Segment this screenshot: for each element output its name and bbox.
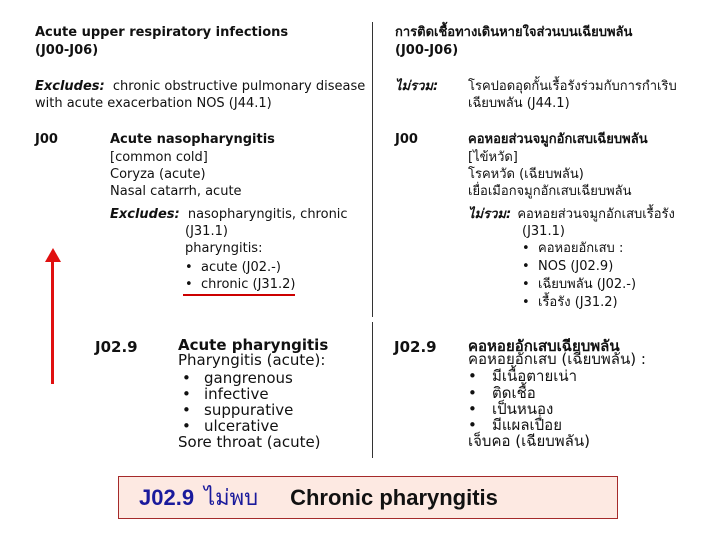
banner-not-found: ไม่พบ bbox=[204, 486, 259, 511]
th-j029-bullet: • มีแผลเปื่อย bbox=[468, 416, 562, 434]
th-excludes-label: ไม่รวม: bbox=[395, 79, 439, 94]
th-j00-excludes bbox=[468, 206, 675, 224]
banner-diagnosis: Chronic pharyngitis bbox=[290, 484, 498, 510]
column-divider bbox=[372, 22, 373, 317]
column-divider bbox=[372, 322, 373, 458]
arrow-shaft bbox=[51, 260, 54, 384]
th-section-range: (J00-J06) bbox=[395, 43, 459, 58]
th-bullet-item: • NOS (J02.9) bbox=[522, 259, 614, 274]
th-j029-title: คอหอยอักเสบเฉียบพลัน bbox=[468, 337, 620, 355]
th-j00-line: โรคหวัด (เฉียบพลัน) bbox=[468, 167, 584, 182]
th-j029-bullet-text: ติดเชื้อ bbox=[492, 384, 536, 402]
th-j00-excludes-label: ไม่รวม: bbox=[468, 207, 512, 222]
en-j029-last: Sore throat (acute) bbox=[178, 433, 321, 451]
th-bullet-item: • คอหอยอักเสบ : bbox=[522, 241, 624, 256]
en-j00-line: Coryza (acute) bbox=[110, 167, 206, 182]
en-excludes-text2: with acute exacerbation NOS (J44.1) bbox=[35, 96, 272, 111]
en-j00-title: Acute nasopharyngitis bbox=[110, 132, 275, 147]
en-j029-bullet: • infective bbox=[182, 385, 269, 403]
banner-code: J02.9 bbox=[139, 484, 195, 510]
en-j029-bullet: • ulcerative bbox=[182, 417, 279, 435]
en-j00-line: [common cold] bbox=[110, 150, 208, 165]
en-excludes-line1 bbox=[35, 78, 365, 96]
en-bullet-text: chronic (J31.2) bbox=[201, 277, 296, 292]
en-j029-bullet-text: ulcerative bbox=[204, 417, 279, 435]
en-j029-title: Acute pharyngitis bbox=[178, 336, 329, 354]
en-j00-excludes-line: (J31.1) bbox=[185, 224, 228, 239]
en-section-heading: Acute upper respiratory infections bbox=[35, 25, 289, 40]
en-j029-bullet: • gangrenous bbox=[182, 369, 293, 387]
th-code-j029: J02.9 bbox=[394, 338, 437, 356]
th-j029-last: เจ็บคอ (เฉียบพลัน) bbox=[468, 432, 590, 450]
th-excludes-text2: เฉียบพลัน (J44.1) bbox=[468, 96, 570, 111]
en-j00-excludes-line: pharyngitis: bbox=[185, 241, 263, 256]
en-section-range: (J00-J06) bbox=[35, 43, 99, 58]
red-underline bbox=[183, 294, 295, 296]
en-j029-bullet: • suppurative bbox=[182, 401, 294, 419]
th-excludes-text1: โรคปอดอุดกั้นเรื้อรังร่วมกับการกำเริบ bbox=[468, 79, 677, 94]
en-j029-bullet-text: gangrenous bbox=[204, 369, 293, 387]
en-bullet-item: • acute (J02.-) bbox=[185, 260, 281, 275]
th-section-heading: การติดเชื้อทางเดินหายใจส่วนบนเฉียบพลัน bbox=[395, 25, 633, 40]
en-j00-excludes-label: Excludes: bbox=[110, 207, 180, 222]
th-j029-bullet: • ติดเชื้อ bbox=[468, 384, 536, 402]
en-bullet-item: • chronic (J31.2) bbox=[185, 277, 296, 292]
th-j029-line1: คอหอยอักเสบ (เฉียบพลัน) : bbox=[468, 350, 646, 368]
th-bullet-text: คอหอยอักเสบ : bbox=[538, 241, 624, 256]
th-bullet-text: เฉียบพลัน (J02.-) bbox=[538, 277, 637, 292]
th-j029-bullet: • มีเนื้อตายเน่า bbox=[468, 367, 578, 385]
th-bullet-text: เรื้อรัง (J31.2) bbox=[538, 295, 618, 310]
th-j00-line: [ไข้หวัด] bbox=[468, 150, 518, 165]
th-j00-excludes-line: (J31.1) bbox=[522, 224, 565, 239]
th-bullet-text: NOS (J02.9) bbox=[538, 259, 614, 274]
en-j029-bullet-text: infective bbox=[204, 385, 269, 403]
th-j00-title: คอหอยส่วนจมูกอักเสบเฉียบพลัน bbox=[468, 132, 648, 147]
en-j00-excludes bbox=[110, 206, 348, 224]
th-j029-bullet: • เป็นหนอง bbox=[468, 400, 554, 418]
th-j029-bullet-text: เป็นหนอง bbox=[492, 400, 554, 418]
en-j00-excludes-first: nasopharyngitis, chronic bbox=[187, 207, 348, 222]
en-code-j00: J00 bbox=[35, 132, 58, 147]
en-code-j029: J02.9 bbox=[95, 338, 138, 356]
result-banner bbox=[118, 476, 618, 519]
en-bullet-text: acute (J02.-) bbox=[201, 260, 281, 275]
en-j029-bullet-text: suppurative bbox=[204, 401, 294, 419]
en-excludes-label: Excludes: bbox=[35, 79, 105, 94]
th-j029-bullet-text: มีแผลเปื่อย bbox=[492, 416, 562, 434]
en-excludes-text1: chronic obstructive pulmonary disease bbox=[112, 79, 366, 94]
th-j00-line: เยื่อเมือกจมูกอักเสบเฉียบพลัน bbox=[468, 184, 632, 199]
en-j00-line: Nasal catarrh, acute bbox=[110, 184, 242, 199]
th-bullet-item: • เฉียบพลัน (J02.-) bbox=[522, 277, 637, 292]
th-j00-excludes-first: คอหอยส่วนจมูกอักเสบเรื้อรัง bbox=[517, 207, 675, 222]
th-code-j00: J00 bbox=[395, 132, 418, 147]
th-bullet-item: • เรื้อรัง (J31.2) bbox=[522, 295, 618, 310]
en-j029-line1: Pharyngitis (acute): bbox=[178, 351, 326, 369]
th-j029-bullet-text: มีเนื้อตายเน่า bbox=[492, 367, 578, 385]
